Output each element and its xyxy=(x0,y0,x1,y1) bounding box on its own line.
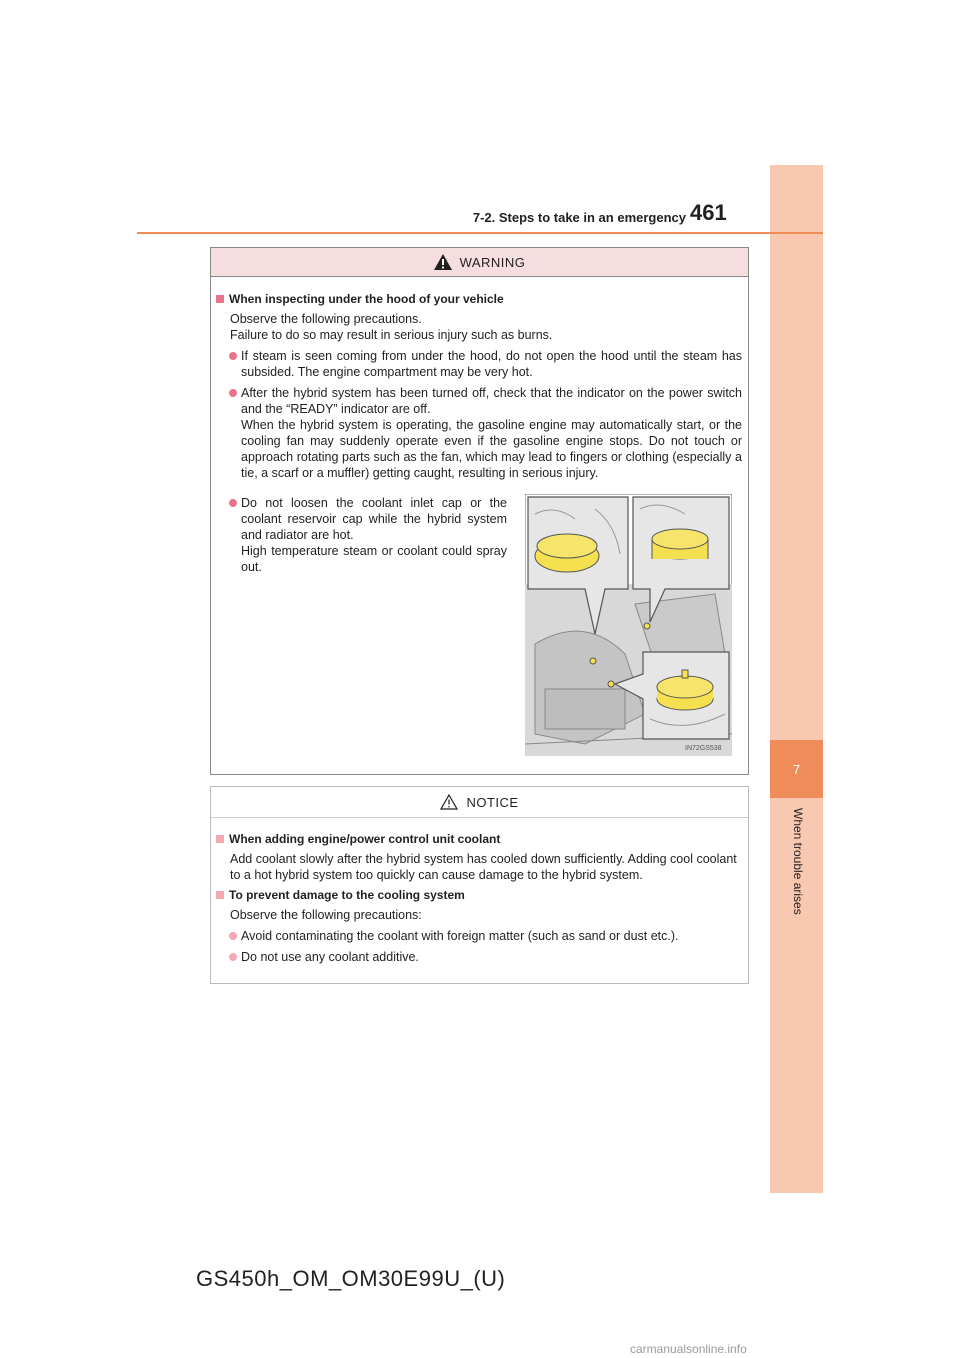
bullet-dot-icon xyxy=(229,932,237,940)
notice-bullet-additive: Do not use any coolant additive. xyxy=(211,949,748,965)
model-code-footer: GS450h_OM_OM30E99U_(U) xyxy=(196,1266,506,1291)
warning-bullet-hybrid-off: After the hybrid system has been turned off, check that the indicator on the power switch and the “READY” indicator are off. When the hybrid system is operating, the gasoline engine may automatically start, or the cooling fan may suddenly operate even if the gasoline engine stops. Do not touch or approach rotating parts such as the fan, which may lead to fingers or clothing (especially a tie, a scarf or a muffler) getting caught, resulting in serious injury. xyxy=(211,385,748,481)
warning-bullet-coolant-cap: Do not loosen the coolant inlet cap or the coolant reservoir cap while the hybrid system and radiator are hot. High temperature steam or coolant could spray out. xyxy=(211,495,513,575)
header-rule xyxy=(137,232,823,234)
page-number: 461 xyxy=(690,200,727,225)
bullet-dot-icon xyxy=(229,499,237,507)
watermark[interactable]: carmanualsonline.info xyxy=(630,1342,747,1356)
warning-header xyxy=(211,248,748,277)
figure-code: IN72GS538 xyxy=(685,745,722,752)
warning-section-title: When inspecting under the hood of your vehicle xyxy=(211,292,748,307)
chapter-number: 7 xyxy=(770,740,823,798)
notice-title: NOTICE xyxy=(466,794,519,810)
section-square-icon xyxy=(216,835,224,843)
bullet-dot-icon xyxy=(229,953,237,961)
notice-cooling-intro: Observe the following precautions: xyxy=(230,908,422,922)
warning-bullet-steam: If steam is seen coming from under the hood, do not open the hood until the steam has subsided. The engine compartment may be very hot. xyxy=(211,348,748,380)
section-square-icon xyxy=(216,891,224,899)
bullet-dot-icon xyxy=(229,389,237,397)
caution-triangle-icon xyxy=(440,794,458,810)
notice-bullet-contaminate: Avoid contaminating the coolant with foreign matter (such as sand or dust etc.). xyxy=(211,928,748,944)
notice-header xyxy=(211,787,748,818)
chapter-title: When trouble arises xyxy=(791,808,805,915)
warning-intro: Observe the following precautions. Failure to do so may result in serious injury such as burns. xyxy=(230,312,553,342)
notice-coolant-text: Add coolant slowly after the hybrid system has cooled down sufficiently. Adding cool coolant to a hot hybrid system too quickly can cause damage to the hybrid system. xyxy=(230,852,737,882)
bullet-dot-icon xyxy=(229,352,237,360)
warning-triangle-icon xyxy=(434,254,452,270)
notice-section-cooling-title: To prevent damage to the cooling system xyxy=(211,888,748,903)
notice-box xyxy=(210,786,749,984)
section-square-icon xyxy=(216,295,224,303)
warning-title: WARNING xyxy=(459,254,526,270)
engine-coolant-cap-illustration xyxy=(525,494,732,756)
section-header: 7-2. Steps to take in an emergency xyxy=(472,210,686,225)
notice-section-coolant-title: When adding engine/power control unit coolant xyxy=(211,832,748,847)
chapter-side-tab xyxy=(770,165,823,1193)
